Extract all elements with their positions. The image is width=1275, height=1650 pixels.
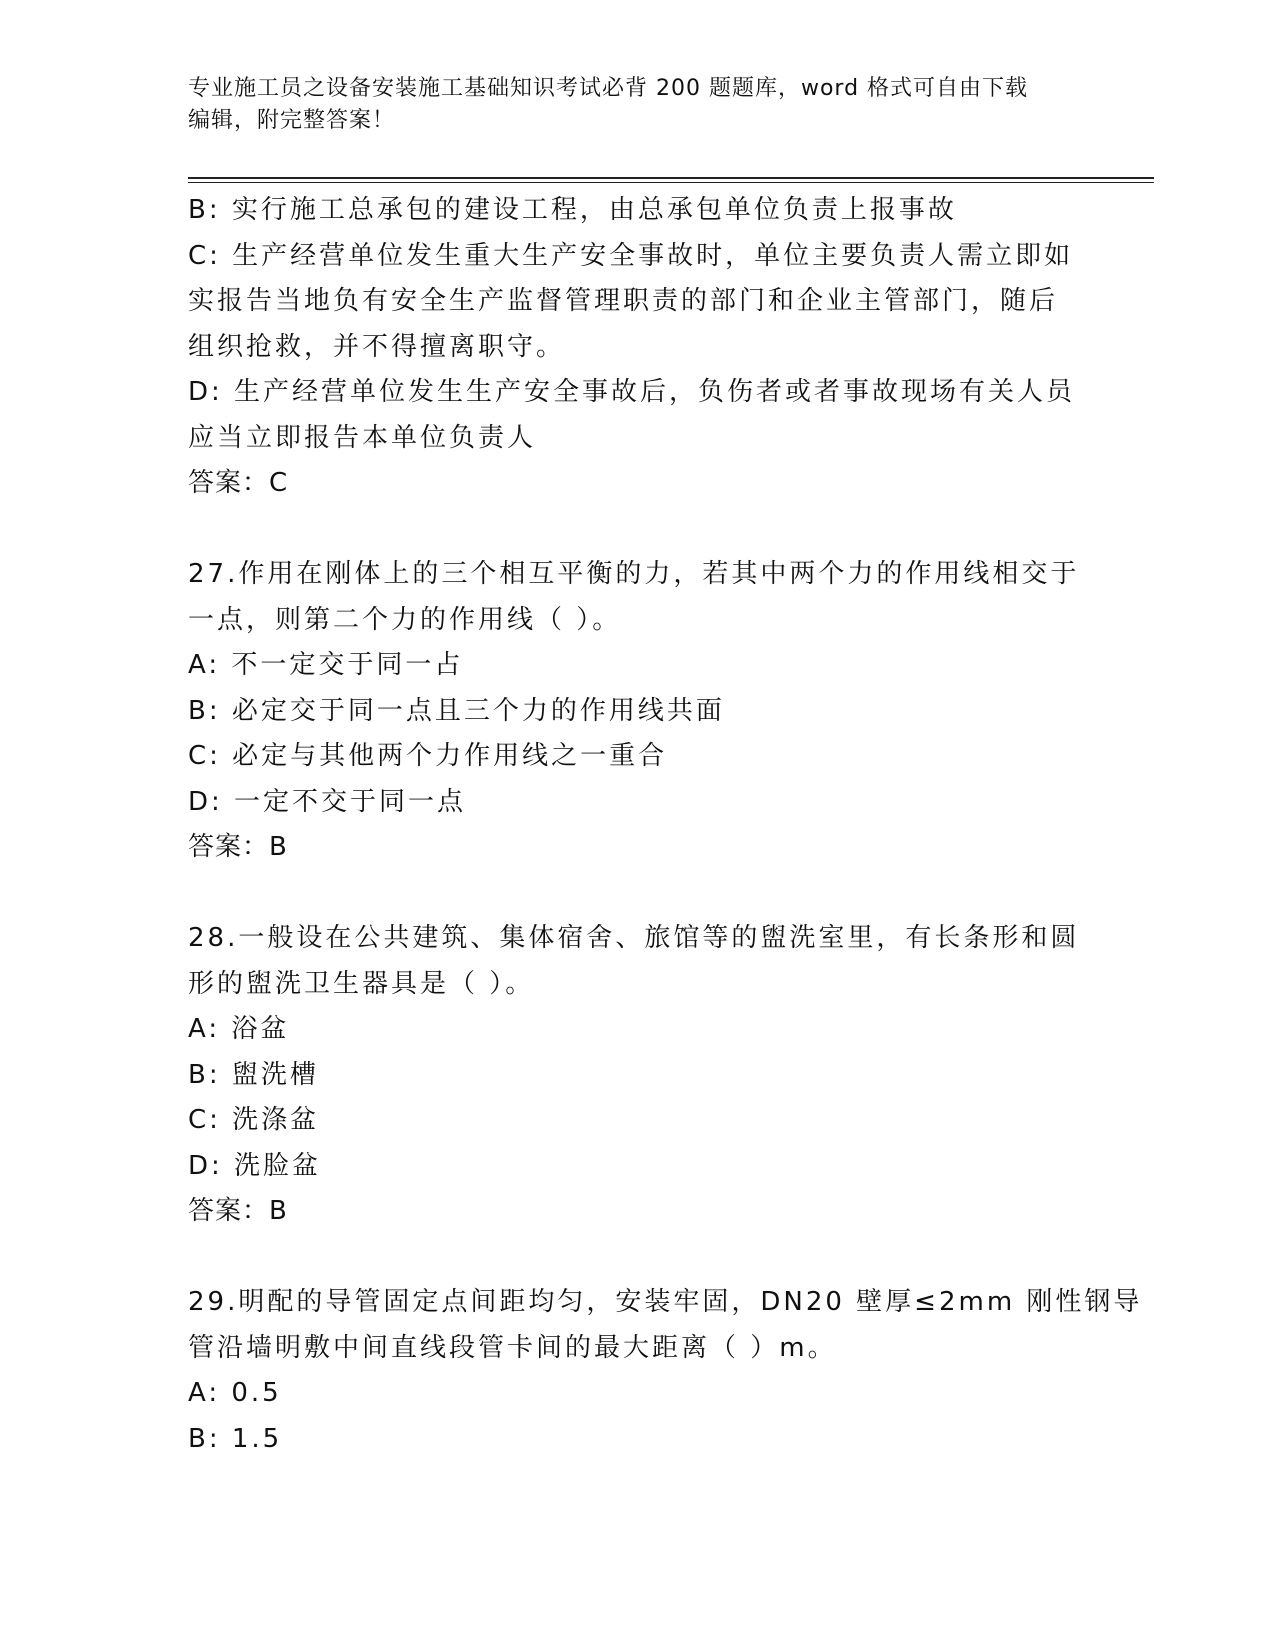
answer: 答案：B xyxy=(188,1196,288,1226)
option-c: C: 必定与其他两个力作用线之一重合 xyxy=(188,741,668,771)
option-c-line-2: 实报告当地负有安全生产监督管理职责的部门和企业主管部门，随后 xyxy=(188,286,1059,316)
option-a: A: 不一定交于同一占 xyxy=(188,650,464,680)
header-divider-thin xyxy=(188,182,1154,183)
option-d-line-2: 应当立即报告本单位负责人 xyxy=(188,422,537,453)
option-b: B: 实行施工总承包的建设工程，由总承包单位负责上报事故 xyxy=(188,195,957,225)
option-b: B: 盥洗槽 xyxy=(188,1059,319,1090)
option-d: D: 一定不交于同一点 xyxy=(188,786,467,817)
option-a: A: 浴盆 xyxy=(188,1014,290,1044)
answer: 答案：C xyxy=(188,468,289,498)
option-b: B: 1.5 xyxy=(188,1423,283,1454)
option-c: C: 洗涤盆 xyxy=(188,1105,320,1135)
question-stem-line-1: 29.明配的导管固定点间距均匀，安装牢固，DN20 壁厚≤2mm 刚性钢导 xyxy=(188,1287,1143,1317)
option-a: A: 0.5 xyxy=(188,1378,282,1408)
question-29 xyxy=(188,1280,1143,1462)
question-stem-line-2: 一点，则第二个力的作用线（ ）。 xyxy=(188,604,622,635)
question-stem-line-2: 形的盥洗卫生器具是（ ）。 xyxy=(188,968,535,999)
header-divider-thick xyxy=(188,177,1154,179)
question-27 xyxy=(188,552,1088,871)
question-28 xyxy=(188,916,1088,1235)
option-d-line-1: D: 生产经营单位发生生产安全事故后，负伤者或者事故现场有关人员 xyxy=(188,377,1076,407)
prev-question-block xyxy=(188,188,1088,507)
question-stem-line-2: 管沿墙明敷中间直线段管卡间的最大距离（ ）m。 xyxy=(188,1332,837,1363)
spacer xyxy=(188,871,1088,917)
header-title-line-2: 编辑，附完整答案！ xyxy=(188,108,396,133)
option-d: D: 洗脸盆 xyxy=(188,1150,322,1181)
header-title-line-1: 专业施工员之设备安装施工基础知识考试必背 200 题题库，word 格式可自由下载 xyxy=(188,76,1029,101)
question-stem-line-1: 27.作用在刚体上的三个相互平衡的力，若其中两个力的作用线相交于 xyxy=(188,559,1080,589)
question-stem-line-1: 28.一般设在公共建筑、集体宿舍、旅馆等的盥洗室里，有长条形和圆 xyxy=(188,923,1080,953)
answer: 答案：B xyxy=(188,832,288,862)
option-b: B: 必定交于同一点且三个力的作用线共面 xyxy=(188,695,725,726)
option-c-line-3: 组织抢救，并不得擅离职守。 xyxy=(188,331,566,362)
document-body xyxy=(188,188,1143,1462)
spacer xyxy=(188,1235,1088,1281)
spacer xyxy=(188,507,1088,553)
option-c-line-1: C: 生产经营单位发生重大生产安全事故时，单位主要负责人需立即如 xyxy=(188,240,1074,271)
document-header xyxy=(188,73,1088,137)
